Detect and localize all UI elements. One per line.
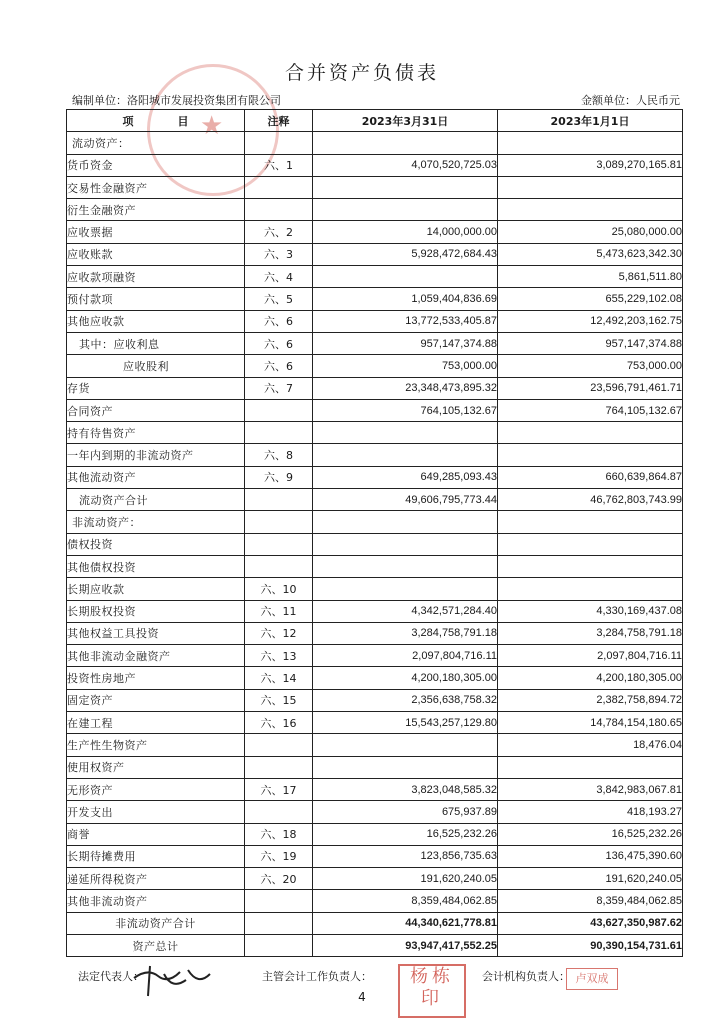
row-item-label: 无形资产 <box>67 778 245 800</box>
row-note <box>245 511 313 533</box>
row-value-current: 23,348,473,895.32 <box>313 377 498 399</box>
row-value-prior <box>498 578 683 600</box>
header-note: 注释 <box>245 110 313 132</box>
row-note <box>245 756 313 778</box>
row-item-label: 生产性生物资产 <box>67 734 245 756</box>
row-item-label: 其他应收款 <box>67 310 245 332</box>
row-note: 六、17 <box>245 778 313 800</box>
row-item-label: 其他债权投资 <box>67 555 245 577</box>
row-value-prior <box>498 199 683 221</box>
row-item-label: 长期应收款 <box>67 578 245 600</box>
row-note: 六、10 <box>245 578 313 600</box>
table-row <box>67 823 683 845</box>
row-value-current <box>313 533 498 555</box>
page-title: 合并资产负债表 <box>284 62 439 84</box>
table-row <box>67 489 683 511</box>
row-value-prior: 4,330,169,437.08 <box>498 600 683 622</box>
row-item-label: 应收股利 <box>67 355 245 377</box>
table-row <box>67 243 683 265</box>
row-note <box>245 199 313 221</box>
row-value-current: 675,937.89 <box>313 801 498 823</box>
row-value-current: 3,284,758,791.18 <box>313 622 498 644</box>
row-value-current: 957,147,374.88 <box>313 332 498 354</box>
row-value-prior: 3,089,270,165.81 <box>498 154 683 176</box>
legal-representative-label: 法定代表人： <box>78 970 144 983</box>
row-value-prior <box>498 533 683 555</box>
table-row <box>67 533 683 555</box>
table-row <box>67 890 683 912</box>
row-note: 六、19 <box>245 845 313 867</box>
row-value-current <box>313 199 498 221</box>
row-value-current: 4,070,520,725.03 <box>313 154 498 176</box>
row-value-current: 13,772,533,405.87 <box>313 310 498 332</box>
table-row <box>67 511 683 533</box>
row-item-label: 应收票据 <box>67 221 245 243</box>
row-note <box>245 734 313 756</box>
row-note <box>245 555 313 577</box>
row-value-prior <box>498 511 683 533</box>
row-item-label: 债权投资 <box>67 533 245 555</box>
row-value-current <box>313 176 498 198</box>
table-row <box>67 332 683 354</box>
row-value-current: 4,200,180,305.00 <box>313 667 498 689</box>
row-value-prior: 4,200,180,305.00 <box>498 667 683 689</box>
table-row <box>67 310 683 332</box>
row-value-prior: 2,097,804,716.11 <box>498 645 683 667</box>
table-row <box>67 266 683 288</box>
row-value-current: 2,356,638,758.32 <box>313 689 498 711</box>
table-row <box>67 288 683 310</box>
row-value-prior: 43,627,350,987.62 <box>498 912 683 934</box>
header-date-current: 2023年3月31日 <box>313 110 498 132</box>
row-note: 六、9 <box>245 466 313 488</box>
row-item-label: 预付款项 <box>67 288 245 310</box>
row-value-prior: 2,382,758,894.72 <box>498 689 683 711</box>
row-value-prior: 90,390,154,731.61 <box>498 934 683 956</box>
row-value-prior <box>498 555 683 577</box>
seal-star-icon: ★ <box>200 111 224 141</box>
table-row <box>67 912 683 934</box>
row-note: 六、12 <box>245 622 313 644</box>
row-note <box>245 422 313 444</box>
row-value-prior: 191,620,240.05 <box>498 868 683 890</box>
row-value-current: 4,342,571,284.40 <box>313 600 498 622</box>
row-value-current: 764,105,132.67 <box>313 399 498 421</box>
row-note: 六、5 <box>245 288 313 310</box>
row-note <box>245 801 313 823</box>
table-row <box>67 221 683 243</box>
table-row <box>67 444 683 466</box>
row-item-label: 存货 <box>67 377 245 399</box>
row-value-current <box>313 734 498 756</box>
row-value-current: 3,823,048,585.32 <box>313 778 498 800</box>
row-note: 六、13 <box>245 645 313 667</box>
row-item-label: 其他流动资产 <box>67 466 245 488</box>
row-value-prior: 23,596,791,461.71 <box>498 377 683 399</box>
row-note: 六、1 <box>245 154 313 176</box>
row-value-prior: 957,147,374.88 <box>498 332 683 354</box>
row-item-label: 其他权益工具投资 <box>67 622 245 644</box>
row-note: 六、6 <box>245 332 313 354</box>
row-item-label: 合同资产 <box>67 399 245 421</box>
row-note: 六、11 <box>245 600 313 622</box>
table-row <box>67 377 683 399</box>
currency-unit: 金额单位：人民币元 <box>581 94 680 107</box>
row-value-prior <box>498 176 683 198</box>
table-row <box>67 868 683 890</box>
table-row <box>67 154 683 176</box>
row-item-label: 在建工程 <box>67 712 245 734</box>
row-note: 六、8 <box>245 444 313 466</box>
row-value-prior: 764,105,132.67 <box>498 399 683 421</box>
row-value-current: 15,543,257,129.80 <box>313 712 498 734</box>
row-item-label: 流动资产： <box>67 132 245 154</box>
row-value-prior: 655,229,102.08 <box>498 288 683 310</box>
row-value-current <box>313 555 498 577</box>
table-header-row <box>67 110 683 132</box>
table-row <box>67 355 683 377</box>
row-note: 六、6 <box>245 310 313 332</box>
row-value-current: 753,000.00 <box>313 355 498 377</box>
table-row <box>67 578 683 600</box>
row-item-label: 非流动资产合计 <box>67 912 245 934</box>
row-value-prior: 5,473,623,342.30 <box>498 243 683 265</box>
row-value-current <box>313 422 498 444</box>
table-row <box>67 801 683 823</box>
row-note <box>245 533 313 555</box>
row-item-label: 流动资产合计 <box>67 489 245 511</box>
row-value-prior: 46,762,803,743.99 <box>498 489 683 511</box>
row-item-label: 一年内到期的非流动资产 <box>67 444 245 466</box>
row-note: 六、3 <box>245 243 313 265</box>
row-value-current: 2,097,804,716.11 <box>313 645 498 667</box>
row-value-prior: 25,080,000.00 <box>498 221 683 243</box>
table-row <box>67 466 683 488</box>
row-item-label: 商誉 <box>67 823 245 845</box>
row-note: 六、18 <box>245 823 313 845</box>
table-row <box>67 689 683 711</box>
row-value-prior: 16,525,232.26 <box>498 823 683 845</box>
table-row <box>67 734 683 756</box>
row-value-prior: 3,842,983,067.81 <box>498 778 683 800</box>
row-note: 六、14 <box>245 667 313 689</box>
balance-sheet-table <box>66 109 683 957</box>
row-value-current <box>313 511 498 533</box>
stamp-text: 杨栋印 <box>410 966 454 1009</box>
table-row <box>67 199 683 221</box>
row-item-label: 衍生金融资产 <box>67 199 245 221</box>
row-note <box>245 934 313 956</box>
row-value-current: 649,285,093.43 <box>313 466 498 488</box>
row-item-label: 其中：应收利息 <box>67 332 245 354</box>
table-row <box>67 712 683 734</box>
row-value-current: 14,000,000.00 <box>313 221 498 243</box>
row-note <box>245 399 313 421</box>
row-value-current: 123,856,735.63 <box>313 845 498 867</box>
row-value-current: 93,947,417,552.25 <box>313 934 498 956</box>
row-note <box>245 912 313 934</box>
row-note <box>245 890 313 912</box>
row-value-current: 1,059,404,836.69 <box>313 288 498 310</box>
row-value-prior: 14,784,154,180.65 <box>498 712 683 734</box>
row-item-label: 固定资产 <box>67 689 245 711</box>
accounting-head-stamp: 卢双成 <box>566 968 618 990</box>
table-row <box>67 555 683 577</box>
table-row <box>67 422 683 444</box>
row-value-current: 5,928,472,684.43 <box>313 243 498 265</box>
row-item-label: 持有待售资产 <box>67 422 245 444</box>
row-value-prior <box>498 756 683 778</box>
row-value-current <box>313 756 498 778</box>
row-item-label: 货币资金 <box>67 154 245 176</box>
table-row <box>67 645 683 667</box>
row-value-current <box>313 444 498 466</box>
row-item-label: 其他非流动金融资产 <box>67 645 245 667</box>
row-value-prior: 5,861,511.80 <box>498 266 683 288</box>
row-value-prior <box>498 132 683 154</box>
table-row <box>67 934 683 956</box>
row-value-prior: 660,639,864.87 <box>498 466 683 488</box>
row-value-prior: 3,284,758,791.18 <box>498 622 683 644</box>
chief-accountant-label: 主管会计工作负责人： <box>262 970 372 983</box>
table-row <box>67 399 683 421</box>
row-note: 六、6 <box>245 355 313 377</box>
row-note <box>245 489 313 511</box>
row-item-label: 其他非流动资产 <box>67 890 245 912</box>
row-item-label: 非流动资产： <box>67 511 245 533</box>
header-date-prior: 2023年1月1日 <box>498 110 683 132</box>
table-row <box>67 778 683 800</box>
row-value-prior <box>498 444 683 466</box>
row-item-label: 长期股权投资 <box>67 600 245 622</box>
row-value-current: 16,525,232.26 <box>313 823 498 845</box>
table-row <box>67 756 683 778</box>
row-item-label: 投资性房地产 <box>67 667 245 689</box>
row-note: 六、20 <box>245 868 313 890</box>
row-item-label: 长期待摊费用 <box>67 845 245 867</box>
table-row <box>67 845 683 867</box>
row-note: 六、4 <box>245 266 313 288</box>
row-value-current <box>313 266 498 288</box>
row-value-current <box>313 132 498 154</box>
row-note: 六、2 <box>245 221 313 243</box>
row-value-current: 191,620,240.05 <box>313 868 498 890</box>
row-item-label: 资产总计 <box>67 934 245 956</box>
row-note: 六、16 <box>245 712 313 734</box>
row-item-label: 交易性金融资产 <box>67 176 245 198</box>
row-note <box>245 176 313 198</box>
row-item-label: 递延所得税资产 <box>67 868 245 890</box>
page-number: 4 <box>358 990 366 1004</box>
row-item-label: 应收账款 <box>67 243 245 265</box>
row-value-prior <box>498 422 683 444</box>
row-note: 六、15 <box>245 689 313 711</box>
row-value-prior: 18,476.04 <box>498 734 683 756</box>
row-value-prior: 136,475,390.60 <box>498 845 683 867</box>
row-item-label: 使用权资产 <box>67 756 245 778</box>
row-note <box>245 132 313 154</box>
compiler-unit: 编制单位：洛阳城市发展投资集团有限公司 <box>72 94 281 107</box>
row-value-prior: 8,359,484,062.85 <box>498 890 683 912</box>
row-value-prior: 12,492,203,162.75 <box>498 310 683 332</box>
table-row <box>67 667 683 689</box>
row-item-label: 开发支出 <box>67 801 245 823</box>
row-value-current: 44,340,621,778.81 <box>313 912 498 934</box>
row-item-label: 应收款项融资 <box>67 266 245 288</box>
row-value-current: 49,606,795,773.44 <box>313 489 498 511</box>
row-value-prior: 753,000.00 <box>498 355 683 377</box>
table-row <box>67 600 683 622</box>
table-row <box>67 132 683 154</box>
row-value-current <box>313 578 498 600</box>
table-row <box>67 622 683 644</box>
accounting-head-label: 会计机构负责人： <box>482 970 570 983</box>
row-value-prior: 418,193.27 <box>498 801 683 823</box>
row-note: 六、7 <box>245 377 313 399</box>
header-item: 项 目 <box>67 110 245 132</box>
row-value-current: 8,359,484,062.85 <box>313 890 498 912</box>
table-row <box>67 176 683 198</box>
